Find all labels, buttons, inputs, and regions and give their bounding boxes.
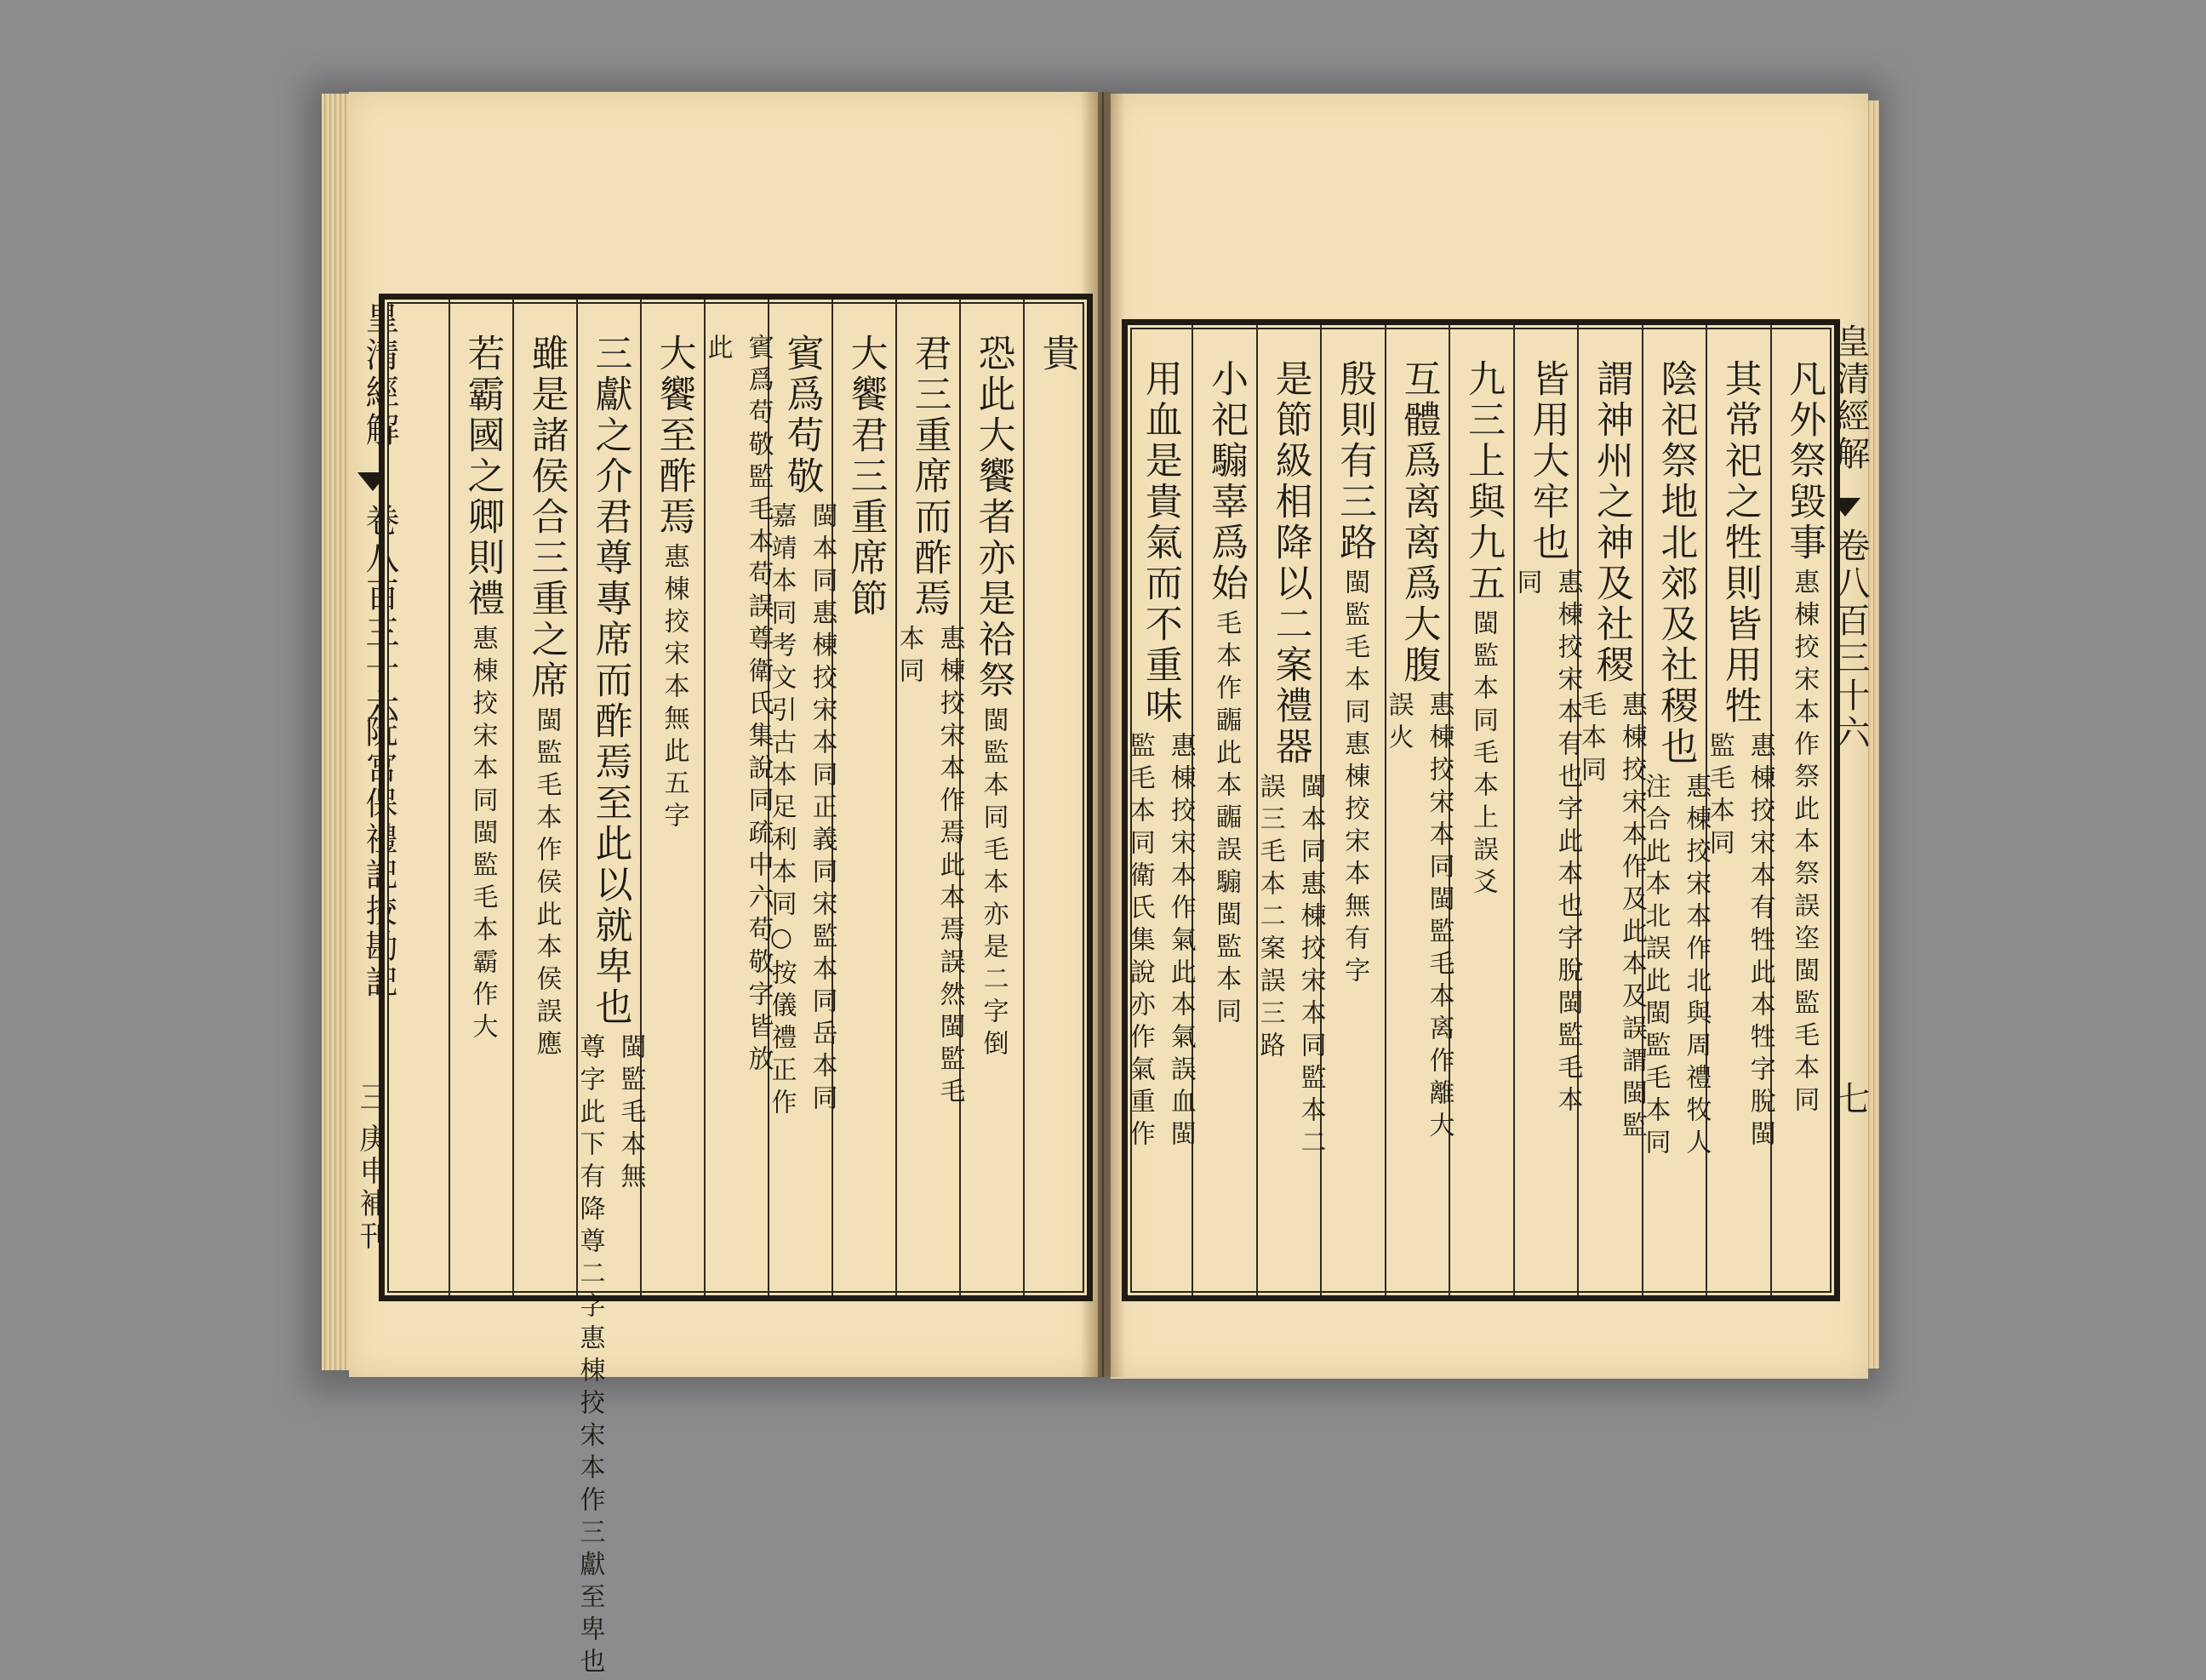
text-column [702,300,774,1295]
column-annotation [1380,691,1458,1144]
annotation-line: 監毛本同 [1704,732,1735,861]
annotation-line: 此 [702,334,733,366]
column-main-text: 互體爲离离爲大腹 [1397,359,1441,686]
column-main-text: 恐此大饗者亦是祫祭 [971,334,1015,701]
text-column [959,300,1025,1295]
annotation-line: 注合此本北誤此閩監毛本同 [1640,773,1671,1161]
column-annotation [1121,732,1199,1152]
annotation-line: 惠棟挍宋本有牲此本牲字脫閩 [1745,732,1775,1152]
annotation-line: 惠棟挍宋本作及此本及誤謂閩監 [1616,691,1647,1144]
column-main-text: 小祀騸辜爲始 [1204,359,1249,604]
column-annotation [699,334,777,1077]
left-text-block [379,294,1093,1680]
column-main-text: 大饗君三重席節 [843,334,888,620]
text-column [832,300,897,1295]
annotation-line: 毛本作疈此本疈誤騸閩監本同 [1211,609,1242,1030]
right-margin-volume: 卷八百三十六 [1831,528,1870,752]
annotation-line: 惠棟挍宋本有也字此本也字脫閩監毛本 [1552,569,1583,1118]
text-column [574,300,646,1680]
text-column [449,300,514,1295]
left-margin-footer: 三 [355,1081,390,1115]
annotation-line: 閩監毛本作侯此本侯誤應 [531,706,562,1062]
annotation-line: 誤三毛本二案誤三路 [1254,773,1285,1064]
column-annotation [528,706,565,1062]
annotation-line: 監毛本同衛氏集說亦作氣重作 [1124,732,1155,1152]
text-column [1770,325,1836,1295]
annotation-line: 本同 [894,625,924,689]
empty-column [385,300,449,1295]
right-text-block [1122,319,1840,1301]
column-annotation [655,543,693,834]
column-annotation [890,625,969,1110]
column-annotation [974,706,1012,1062]
column-annotation [1507,569,1586,1118]
column-main-text: 貴 [1035,334,1079,374]
column-annotation [1251,773,1329,1161]
right-margin-title: 皇清經解 [1831,323,1870,473]
annotation-line: 誤火 [1383,691,1414,756]
column-main-text: 大饗至酢焉 [652,334,696,538]
text-column [1124,325,1196,1295]
text-column [766,300,837,1295]
text-column [1704,325,1775,1295]
annotation-line: 閩本同惠棟挍宋本同正義同宋監本同岳本同 [807,502,837,1117]
annotation-line: 惠棟挍宋本作氣此本氣誤血閩 [1165,732,1196,1152]
left-margin-subtitle: 阮宮保禮記挍勘記 [360,715,397,1001]
annotation-line: 惠棟挍宋本同閩監毛本霸作大 [467,625,498,1045]
annotation-line: 同 [1512,569,1542,601]
annotation-line: 尊字此下有降尊二字惠棟挍宋本作三獻至卑也 [574,1033,605,1680]
column-main-text: 是節級相降以二案禮器 [1268,359,1312,768]
column-main-text: 雖是諸侯合三重之席 [524,334,569,701]
column-main-text: 若霸國之卿則禮 [460,334,505,620]
annotation-line: 惠棟挍宋本無此五字 [659,543,689,834]
column-annotation [1464,609,1501,900]
column-annotation [1785,569,1822,1118]
left-margin-title: 皇清經解 [360,300,399,449]
annotation-line: 惠棟挍宋本作祭此本祭誤垐閩監毛本同 [1789,569,1820,1118]
text-column [1640,325,1712,1295]
column-main-text: 賓爲苟敬 [780,334,824,497]
column-main-text: 九三上與九五 [1460,359,1505,604]
column-main-text: 皆用大牢也 [1525,359,1569,563]
column-main-text: 凡外祭毀事 [1782,359,1826,563]
left-margin-reprint: 庚申補刊 [354,1123,388,1253]
annotation-line: 嘉靖本同考文引古本足利本同○按儀禮正作 [766,502,797,1121]
text-column [1575,325,1647,1295]
column-main-text: 謂神州之神及社稷 [1589,359,1633,686]
text-column [1192,325,1257,1295]
text-column [640,300,706,1295]
annotation-line: 賓爲苟敬監毛本苟誤尊衛氏集說同疏中六苟敬字皆放 [743,334,774,1077]
column-main-text: 君三重席而酢焉 [907,334,952,620]
annotation-line: 閩監毛本無 [615,1033,646,1195]
annotation-line: 毛本同 [1575,691,1606,788]
column-main-text: 三獻之介君尊專席而酢焉至此以就卑也 [588,334,632,1028]
column-main-text: 其常祀之牲則皆用牲 [1717,359,1762,727]
annotation-line: 閩監本同毛本亦是二字倒 [978,706,1009,1062]
annotation-line: 閩本同惠棟挍宋本同監本二 [1295,773,1326,1161]
annotation-line: 惠棟挍宋本作焉此本焉誤然閩監毛 [934,625,965,1110]
column-annotation [571,1033,649,1680]
left-margin-volume: 卷八百三十六 [360,502,399,727]
column-annotation [1207,609,1244,1030]
annotation-line: 閩監毛本同惠棟挍宋本無有字 [1340,569,1370,989]
text-column [894,300,965,1295]
column-main-text: 用血是貴氣而不重味 [1138,359,1182,727]
column-annotation [464,625,501,1045]
column-annotation [1335,569,1373,989]
right-margin-page-number: 七 [1831,1081,1870,1118]
annotation-line: 惠棟挍宋本同閩監毛本离作離大 [1424,691,1454,1144]
text-column [1512,325,1583,1295]
annotation-line: 惠棟挍宋本作北與周禮牧人 [1681,773,1712,1161]
text-column [1383,325,1454,1295]
left-page-edges [322,94,352,1370]
text-column [1320,325,1386,1295]
column-main-text: 殷則有三路 [1333,359,1377,563]
text-column [1023,300,1089,1295]
column-main-text: 陰祀祭地北郊及社稷也 [1654,359,1698,768]
annotation-line: 閩監本同毛本上誤爻 [1467,609,1498,900]
text-column [1449,325,1514,1295]
text-column [512,300,578,1295]
text-column [1254,325,1326,1295]
